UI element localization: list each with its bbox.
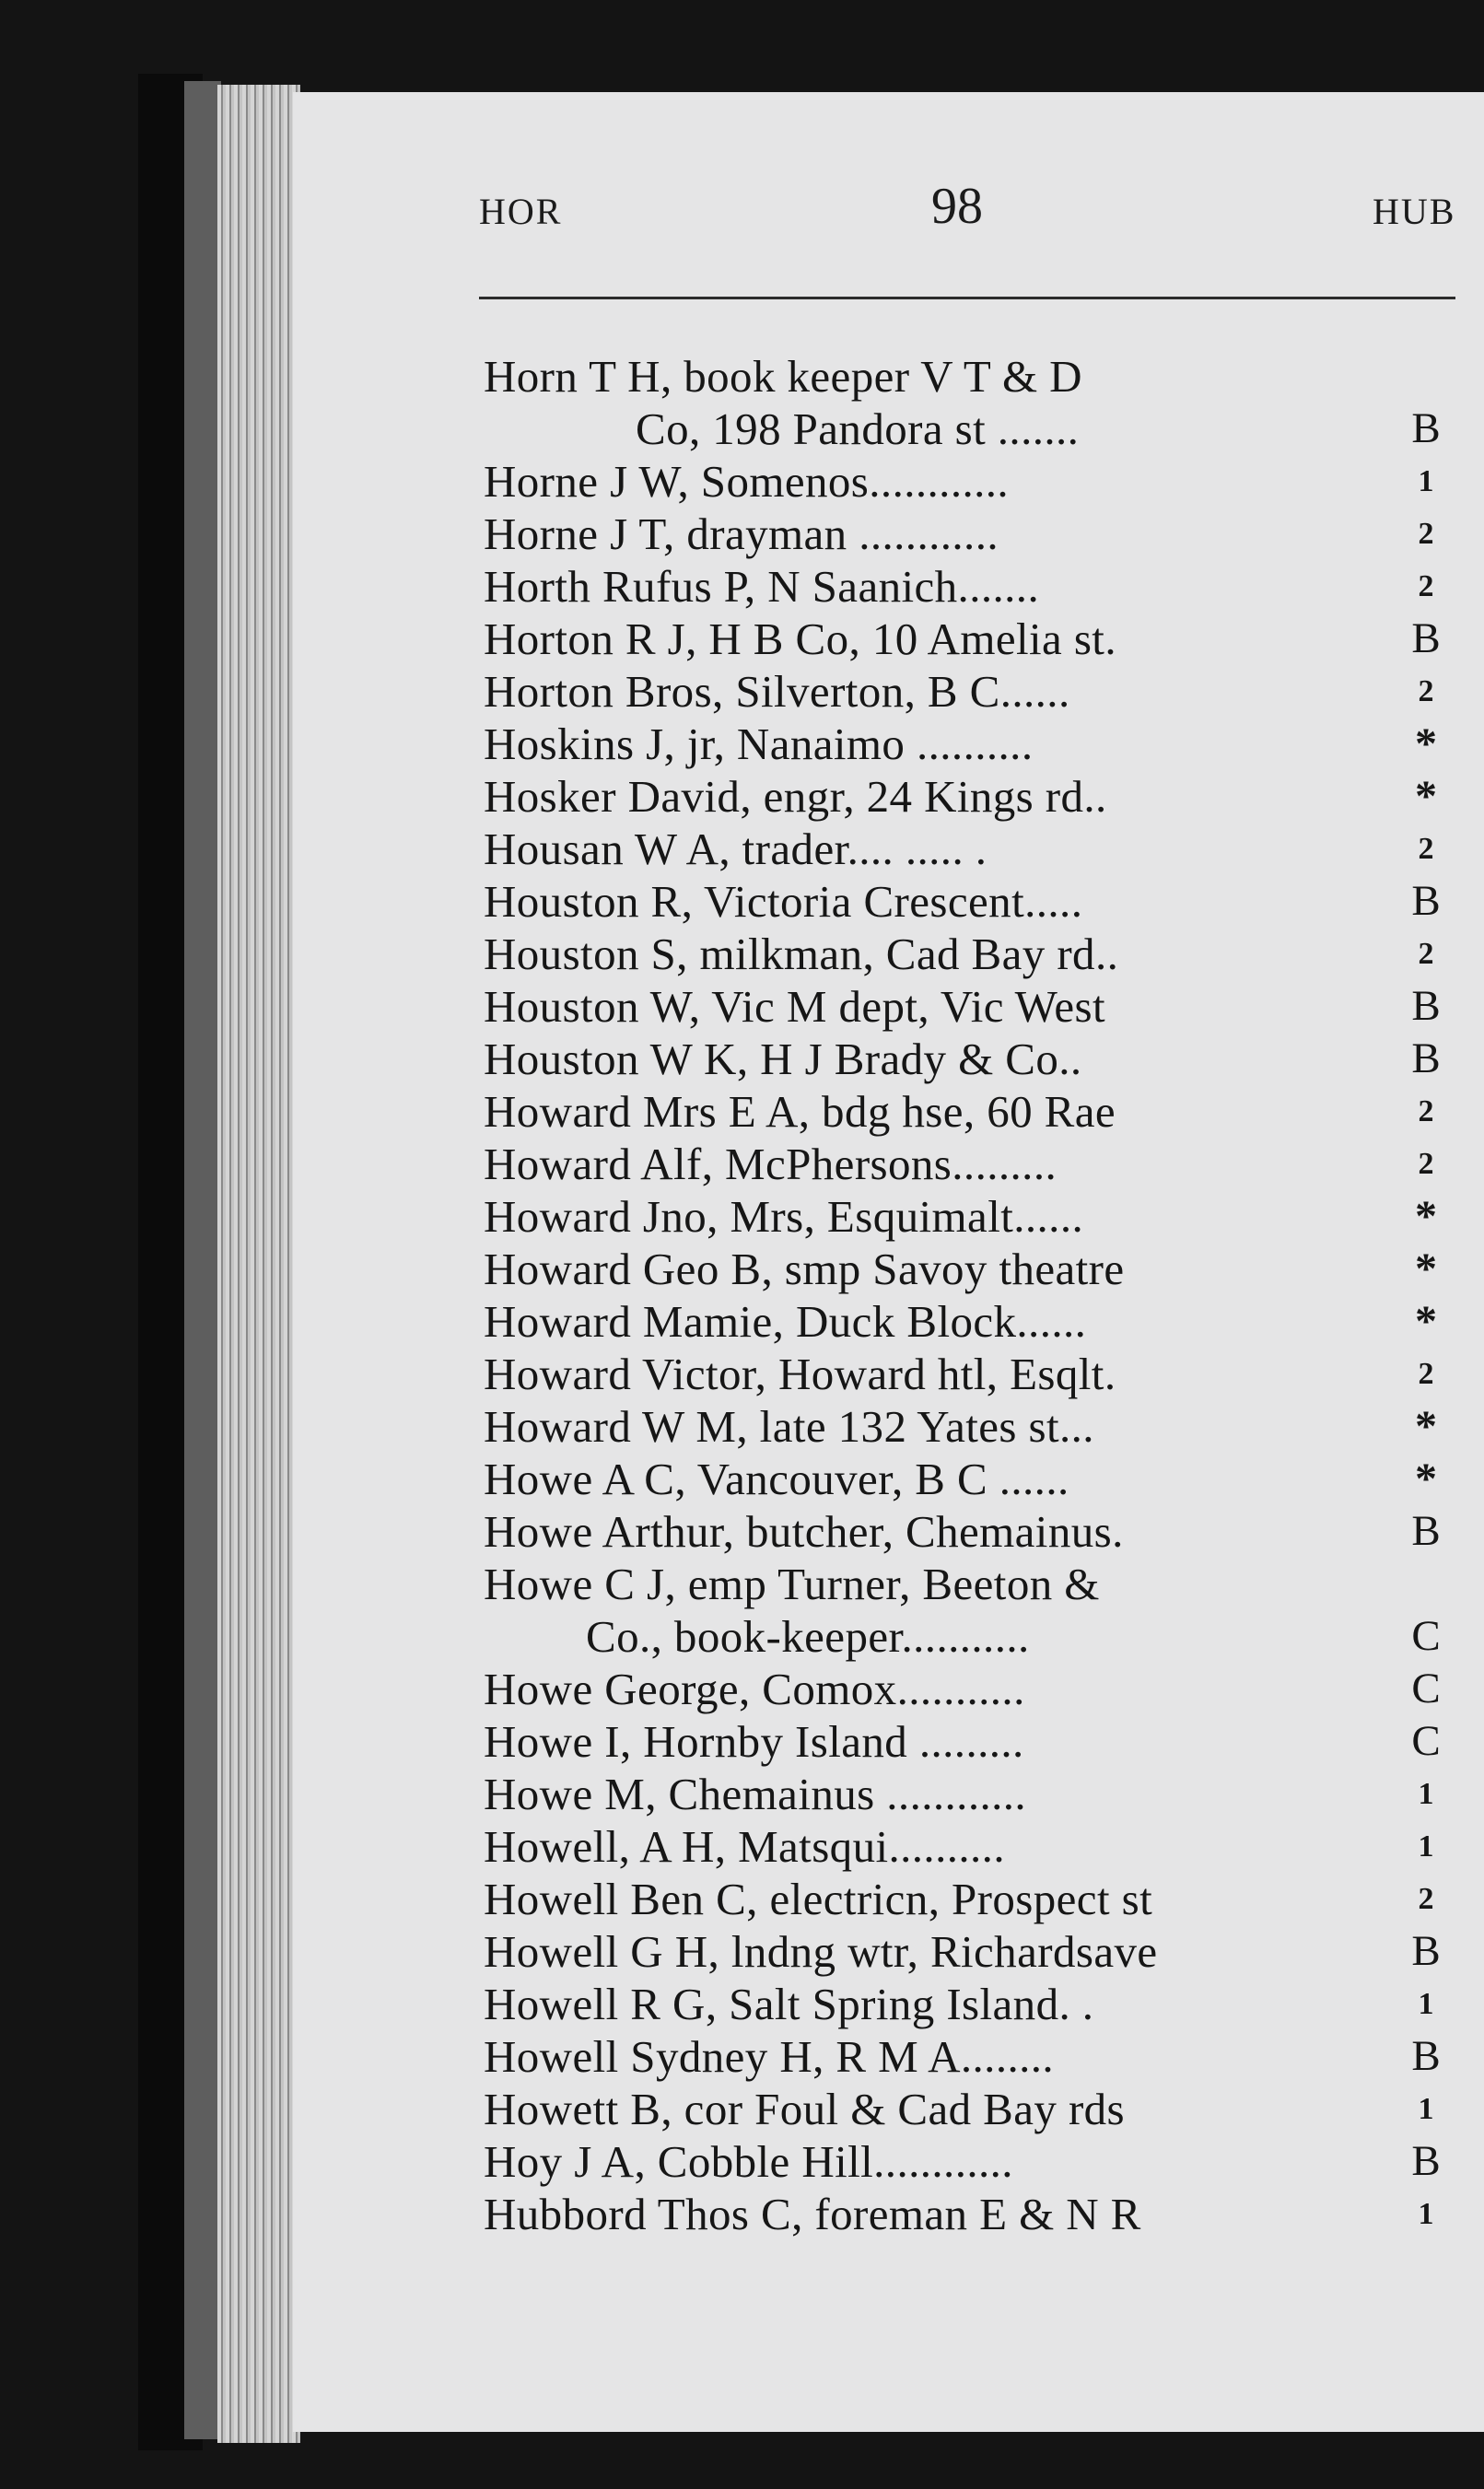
entry-text: Horton R J, H B Co, 10 Amelia st. [484, 613, 1116, 664]
entry-text: Howe C J, emp Turner, Beeton & [484, 1559, 1100, 1609]
page-stack-edge [217, 85, 300, 2443]
directory-entry [293, 1505, 1484, 1558]
entry-text: Houston R, Victoria Crescent..... [484, 876, 1083, 927]
entry-code: 1 [1418, 1987, 1434, 2021]
entry-text: Howell, A H, Matsqui.......... [484, 1821, 1005, 1872]
entry-code: 2 [1418, 937, 1434, 971]
entry-text: Horne J T, drayman ............ [484, 508, 999, 559]
entry-text: Horth Rufus P, N Saanich....... [484, 561, 1040, 612]
entry-code: B [1411, 1507, 1441, 1555]
entry-code: * [1415, 772, 1437, 821]
entry-text: Horton Bros, Silverton, B C...... [484, 666, 1070, 717]
directory-entry [293, 1400, 1484, 1453]
entry-code: B [1411, 877, 1441, 925]
entry-text: Howell R G, Salt Spring Island. . [484, 1979, 1094, 2029]
entry-text: Howe A C, Vancouver, B C ...... [484, 1454, 1069, 1504]
entry-code: * [1415, 1192, 1437, 1241]
entry-text: Houston W K, H J Brady & Co.. [484, 1034, 1082, 1084]
directory-entry [293, 455, 1484, 508]
entry-code: 2 [1418, 1882, 1434, 1916]
entry-code: * [1415, 1402, 1437, 1451]
entry-code: 2 [1418, 569, 1434, 603]
directory-entry [293, 1190, 1484, 1243]
entry-text: Horn T H, book keeper V T & D [484, 351, 1082, 402]
entry-code: 1 [1418, 1777, 1434, 1811]
entry-text: Houston W, Vic M dept, Vic West [484, 981, 1105, 1032]
directory-entry [293, 560, 1484, 613]
entry-code: C [1411, 1612, 1441, 1660]
directory-entry [293, 2188, 1484, 2240]
entry-text: Howard Geo B, smp Savoy theatre [484, 1244, 1125, 1294]
entry-text: Howe Arthur, butcher, Chemainus. [484, 1506, 1124, 1557]
entry-text: Howe I, Hornby Island ......... [484, 1716, 1024, 1767]
entry-code: 1 [1418, 2197, 1434, 2231]
directory-entry [293, 928, 1484, 980]
directory-entry [293, 2135, 1484, 2188]
directory-entry [293, 1873, 1484, 1925]
entry-text: Howe M, Chemainus ............ [484, 1769, 1027, 1819]
directory-entry [293, 875, 1484, 928]
entry-text: Howell Sydney H, R M A........ [484, 2031, 1055, 2082]
directory-entry [293, 2030, 1484, 2083]
directory-entry [293, 823, 1484, 875]
directory-entry [293, 1558, 1484, 1610]
entry-text: Co, 198 Pandora st ....... [636, 403, 1080, 454]
entry-code: B [1411, 404, 1441, 452]
directory-entry [293, 1820, 1484, 1873]
directory-entry [293, 718, 1484, 770]
entry-code: 2 [1418, 832, 1434, 866]
entry-code: * [1415, 1244, 1437, 1293]
entry-text: Co., book-keeper........... [586, 1611, 1030, 1662]
entry-text: Horne J W, Somenos............ [484, 456, 1010, 507]
entry-text: Hosker David, engr, 24 Kings rd.. [484, 771, 1107, 822]
entry-code: 1 [1418, 464, 1434, 498]
entry-text: Howell Ben C, electricn, Prospect st [484, 1874, 1153, 1924]
entry-text: Howard Alf, McPhersons......... [484, 1139, 1057, 1189]
directory-entry [293, 1610, 1484, 1663]
directory-entry [293, 1978, 1484, 2030]
page-number: 98 [931, 178, 983, 235]
entry-code: B [1411, 2032, 1441, 2080]
entry-text: Houston S, milkman, Cad Bay rd.. [484, 929, 1119, 979]
directory-entry [293, 1243, 1484, 1295]
directory-entries [293, 92, 1484, 2432]
entry-text: Hubbord Thos C, foreman E & N R [484, 2189, 1141, 2239]
entry-code: 2 [1418, 1357, 1434, 1391]
entry-code: 2 [1418, 1094, 1434, 1128]
directory-entry [293, 1925, 1484, 1978]
directory-entry [293, 1715, 1484, 1768]
entry-code: B [1411, 1034, 1441, 1082]
entry-text: Housan W A, trader.... ..... . [484, 824, 987, 874]
directory-entry [293, 613, 1484, 665]
header-left-guide-word: HOR [479, 191, 563, 232]
directory-entry [293, 1138, 1484, 1190]
directory-entry [293, 1768, 1484, 1820]
entry-code: B [1411, 982, 1441, 1030]
entry-code: 1 [1418, 1829, 1434, 1864]
directory-page [293, 92, 1484, 2432]
directory-entry [293, 980, 1484, 1033]
entry-text: Howe George, Comox........... [484, 1664, 1025, 1714]
entry-code: 2 [1418, 1147, 1434, 1181]
directory-entry [293, 1453, 1484, 1505]
entry-code: * [1415, 1455, 1437, 1503]
entry-code: C [1411, 1717, 1441, 1765]
entry-code: B [1411, 1927, 1441, 1975]
entry-text: Hoy J A, Cobble Hill............ [484, 2136, 1013, 2187]
entry-code: * [1415, 1297, 1437, 1346]
entry-text: Howard Mrs E A, bdg hse, 60 Rae [484, 1086, 1116, 1137]
directory-entry [293, 1663, 1484, 1715]
entry-code: 2 [1418, 674, 1434, 708]
directory-entry [293, 403, 1484, 455]
entry-code: C [1411, 1665, 1441, 1712]
directory-entry [293, 350, 1484, 403]
directory-entry [293, 1085, 1484, 1138]
entry-code: B [1411, 614, 1441, 662]
entry-text: Howard Victor, Howard htl, Esqlt. [484, 1349, 1116, 1399]
directory-entry [293, 2083, 1484, 2135]
entry-code: * [1415, 719, 1437, 768]
directory-entry [293, 1348, 1484, 1400]
directory-entry [293, 665, 1484, 718]
entry-code: B [1411, 2137, 1441, 2185]
entry-code: 2 [1418, 517, 1434, 551]
directory-entry [293, 1295, 1484, 1348]
entry-text: Howard Mamie, Duck Block...... [484, 1296, 1087, 1347]
entry-text: Howett B, cor Foul & Cad Bay rds [484, 2084, 1126, 2134]
entry-text: Hoskins J, jr, Nanaimo .......... [484, 719, 1034, 769]
entry-text: Howard Jno, Mrs, Esquimalt...... [484, 1191, 1084, 1242]
entry-text: Howell G H, lndng wtr, Richardsave [484, 1926, 1158, 1977]
header-right-guide-word: HUB [1373, 191, 1456, 232]
entry-code: 1 [1418, 2092, 1434, 2126]
directory-entry [293, 508, 1484, 560]
directory-entry [293, 770, 1484, 823]
book-binding-edge [184, 81, 221, 2439]
directory-entry [293, 1033, 1484, 1085]
entry-text: Howard W M, late 132 Yates st... [484, 1401, 1094, 1452]
